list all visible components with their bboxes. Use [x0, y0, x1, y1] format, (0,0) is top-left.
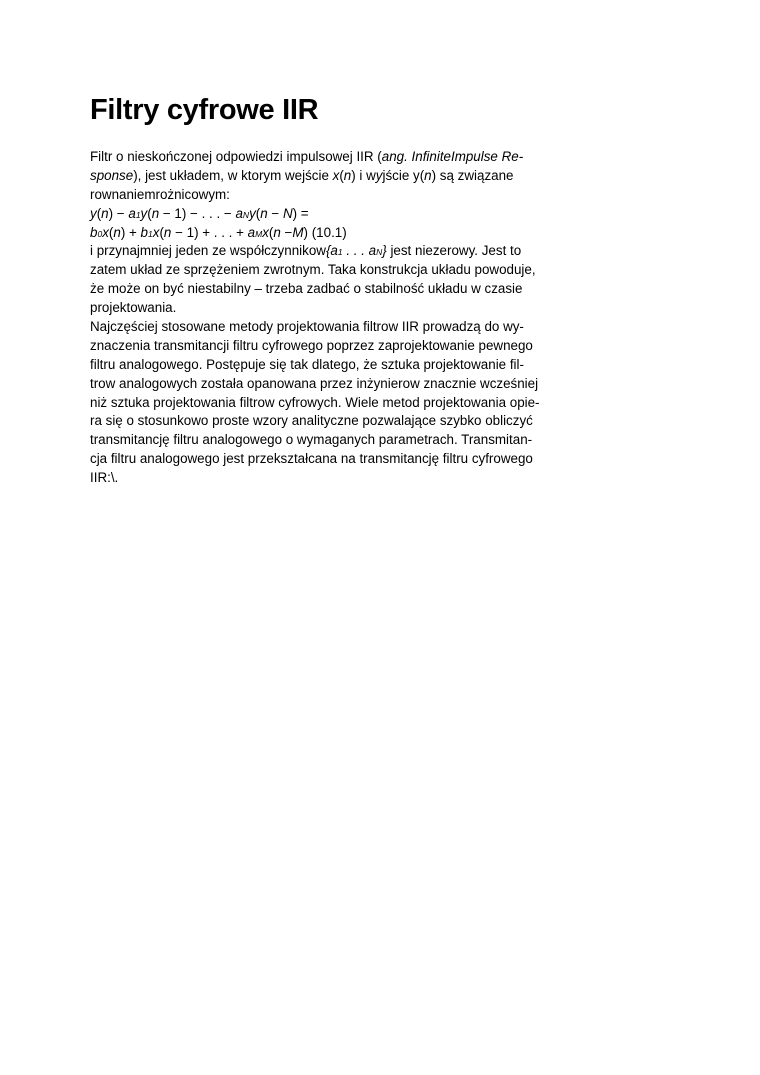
equation-line: b0x(n) + b1x(n − 1) + . . . + aMx(n −M) (10.1) [90, 224, 347, 240]
text-line: zatem układ ze sprzężeniem zwrotnym. Taka konstrukcja układu powoduje, [90, 262, 536, 278]
equation-line: y(n) − a1y(n − 1) − . . . − aNy(n − N) = [90, 205, 309, 221]
text-line: transmitancję filtru analogowego o wymaganych parametrach. Transmitan- [90, 432, 533, 448]
text-line: sponse), jest układem, w ktorym wejście x(n) i wyjście y(n) są związane [90, 167, 514, 183]
text-line: znaczenia transmitancji filtru cyfrowego poprzez zaprojektowanie pewnego [90, 337, 533, 353]
text-line: ra się o stosunkowo proste wzory analityczne pozwalające szybko obliczyć [90, 413, 533, 429]
text-line: rownaniemrożnicowym: [90, 186, 230, 202]
text-line: Najczęściej stosowane metody projektowania filtrow IIR prowadzą do wy- [90, 319, 524, 335]
text-line: że może on być niestabilny – trzeba zadbać o stabilność układu w czasie [90, 281, 523, 297]
text-line: i przynajmniej jeden ze współczynnikow{a1 . . . aN} jest niezerowy. Jest to [90, 243, 522, 259]
body-text [90, 148, 590, 488]
text-line: trow analogowych została opanowana przez inżynierow znacznie wcześniej [90, 375, 539, 391]
text-line: niż sztuka projektowania filtrow cyfrowych. Wiele metod projektowania opie- [90, 394, 540, 410]
text-line: IIR:\. [90, 470, 119, 486]
text-line: filtru analogowego. Postępuje się tak dlatego, że sztuka projektowanie fil- [90, 356, 524, 372]
text-line: cja filtru analogowego jest przekształcana na transmitancję filtru cyfrowego [90, 451, 533, 467]
text-line: projektowania. [90, 300, 177, 316]
page-title: Filtry cyfrowe IIR [90, 94, 319, 126]
text-line: Filtr o nieskończonej odpowiedzi impulsowej IIR (ang. InfiniteImpulse Re- [90, 149, 524, 164]
